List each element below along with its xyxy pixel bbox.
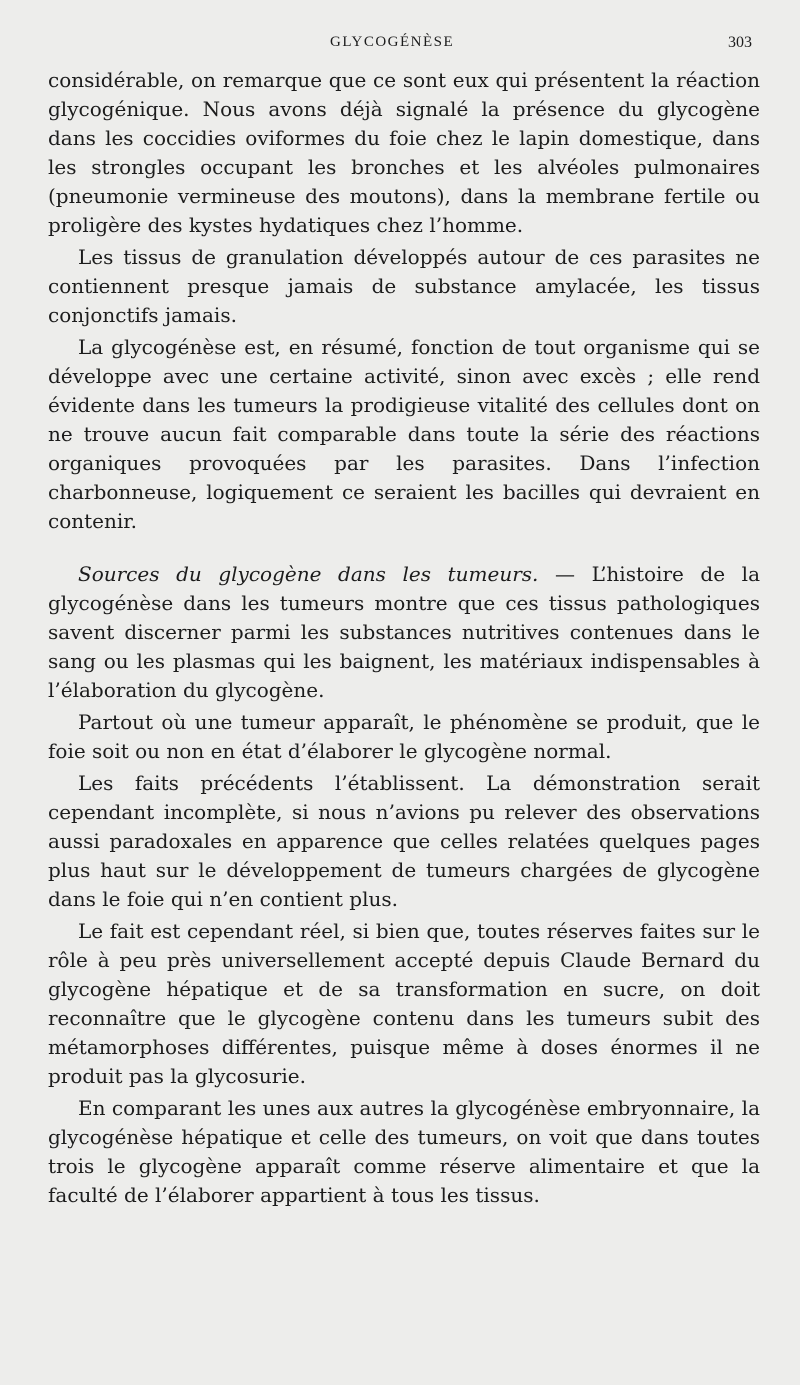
paragraph-glycogenesis-summary: La glycogénèse est, en résumé, fonction de tout organisme qui se développe avec une certaine activité, sinon avec excès ; elle rend évidente dans les tumeurs la prodigieuse vitalité des cellules dont on ne trouve aucun fait comparable dans toute la série des réactions organiques provoquées par les parasites. Dans l’infection charbonneuse, logiquement ce seraient les bacilles qui devraient en contenir. [48, 335, 760, 533]
running-head: GLYCOGÉNÈSE [330, 34, 455, 50]
paragraph-real-fact: Le fait est cependant réel, si bien que, toutes réserves faites sur le rôle à peu près universellement accepté depuis Claude Bernard du glycogène hépatique et de sa transformation en sucre, on doit reconnaître que le glycogène contenu dans les tumeurs subit des métamorphoses différentes, puisque même à doses énormes il ne produit pas la glycosurie. [48, 919, 760, 1088]
paragraph-granulation-tissues: Les tissus de granulation développés autour de ces parasites ne contiennent presque jamais de substance amylacée, les tissus conjonctifs jamais. [48, 245, 760, 327]
section-title: Sources du glycogène dans les tumeurs. [78, 562, 539, 586]
section-text: — L’histoire de la glycogénèse dans les tumeurs montre que ces tissus pathologiques savent discerner parmi les substances nutritives contenues dans le sang ou les plasmas qui les baignent, les matériaux indispensables à l’élaboration du glycogène. [48, 562, 760, 702]
paragraph-previous-facts: Les faits précédents l’établissent. La démonstration serait cependant incomplète, si nous n’avions pu relever des observations aussi paradoxales en apparence que celles relatées quelques pages plus haut sur le développement de tumeurs chargées de glycogène dans le foie qui n’en contient plus. [48, 771, 760, 911]
paragraph-sources-section [48, 560, 760, 705]
paragraph-comparison: En comparant les unes aux autres la glycogénèse embryonnaire, la glycogénèse hépatique et celle des tumeurs, on voit que dans toutes trois le glycogène apparaît comme réserve alimentaire et que la faculté de l’élaborer appartient à tous les tissus. [48, 1096, 760, 1207]
page-header [0, 34, 800, 56]
paragraph-continuation: considérable, on remarque que ce sont eux qui présentent la réaction glycogénique. Nous avons déjà signalé la présence du glycogène dans les coccidies oviformes du foie chez le lapin domestique, dans les strongles occupant les bronches et les alvéoles pulmonaires (pneumonie vermineuse des moutons), dans la membrane fertile ou proligère des kystes hydatiques chez l’homme. [48, 68, 760, 237]
page-number: 303 [728, 34, 752, 51]
paragraph-tumor-appears: Partout où une tumeur apparaît, le phénomène se produit, que le foie soit ou non en état d’élaborer le glycogène normal. [48, 710, 760, 763]
page-body [48, 66, 760, 1210]
